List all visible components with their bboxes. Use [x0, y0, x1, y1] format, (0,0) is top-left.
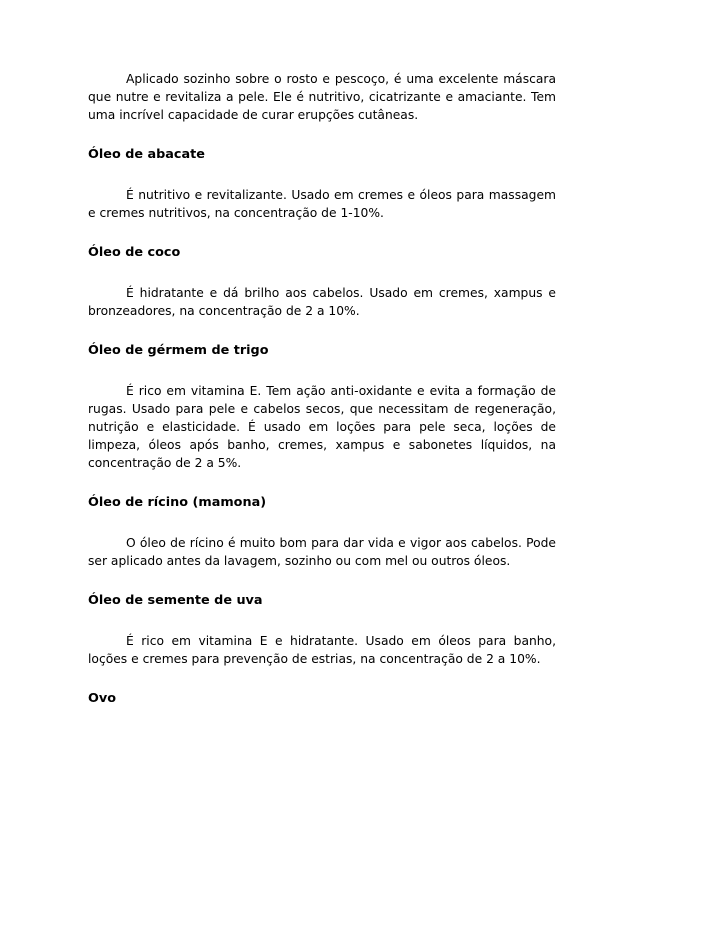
spacer [88, 570, 556, 592]
spacer [88, 222, 556, 244]
section-heading: Óleo de semente de uva [88, 593, 263, 608]
section-heading: Óleo de gérmem de trigo [88, 343, 269, 358]
section-paragraph: O óleo de rícino é muito bom para dar vida e vigor aos cabelos. Pode ser aplicado antes da lavagem, sozinho ou com mel ou outros óleos. [88, 536, 556, 568]
section-heading: Óleo de coco [88, 245, 181, 260]
section-paragraph: É nutritivo e revitalizante. Usado em cremes e óleos para massagem e cremes nutritivos, na concentração de 1-10%. [88, 188, 556, 220]
spacer [88, 320, 556, 342]
section-heading: Ovo [88, 691, 117, 706]
spacer [88, 610, 556, 632]
spacer [88, 668, 556, 690]
spacer [88, 472, 556, 494]
spacer [88, 262, 556, 284]
section-paragraph: É rico em vitamina E. Tem ação anti-oxidante e evita a formação de rugas. Usado para pele e cabelos secos, que necessitam de regeneração, nutrição e elasticidade. É usado em loções para pele seca, loções de limpeza, óleos após banho, cremes, xampus e sabonetes líquidos, na concentração de 2 a 5%. [88, 384, 556, 470]
section-paragraph: É rico em vitamina E e hidratante. Usado em óleos para banho, loções e cremes para prevenção de estrias, na concentração de 2 a 10%. [88, 634, 556, 666]
intro-paragraph: Aplicado sozinho sobre o rosto e pescoço, é uma excelente máscara que nutre e revitaliza a pele. Ele é nutritivo, cicatrizante e amaciante. Tem uma incrível capacidade de curar erupções cutâneas. [88, 72, 556, 122]
section-paragraph: É hidratante e dá brilho aos cabelos. Usado em cremes, xampus e bronzeadores, na concentração de 2 a 10%. [88, 286, 556, 318]
section-heading: Óleo de abacate [88, 147, 205, 162]
spacer [88, 124, 556, 146]
spacer [88, 164, 556, 186]
spacer [88, 512, 556, 534]
document-body [88, 70, 556, 708]
section-heading: Óleo de rícino (mamona) [88, 495, 267, 510]
spacer [88, 360, 556, 382]
